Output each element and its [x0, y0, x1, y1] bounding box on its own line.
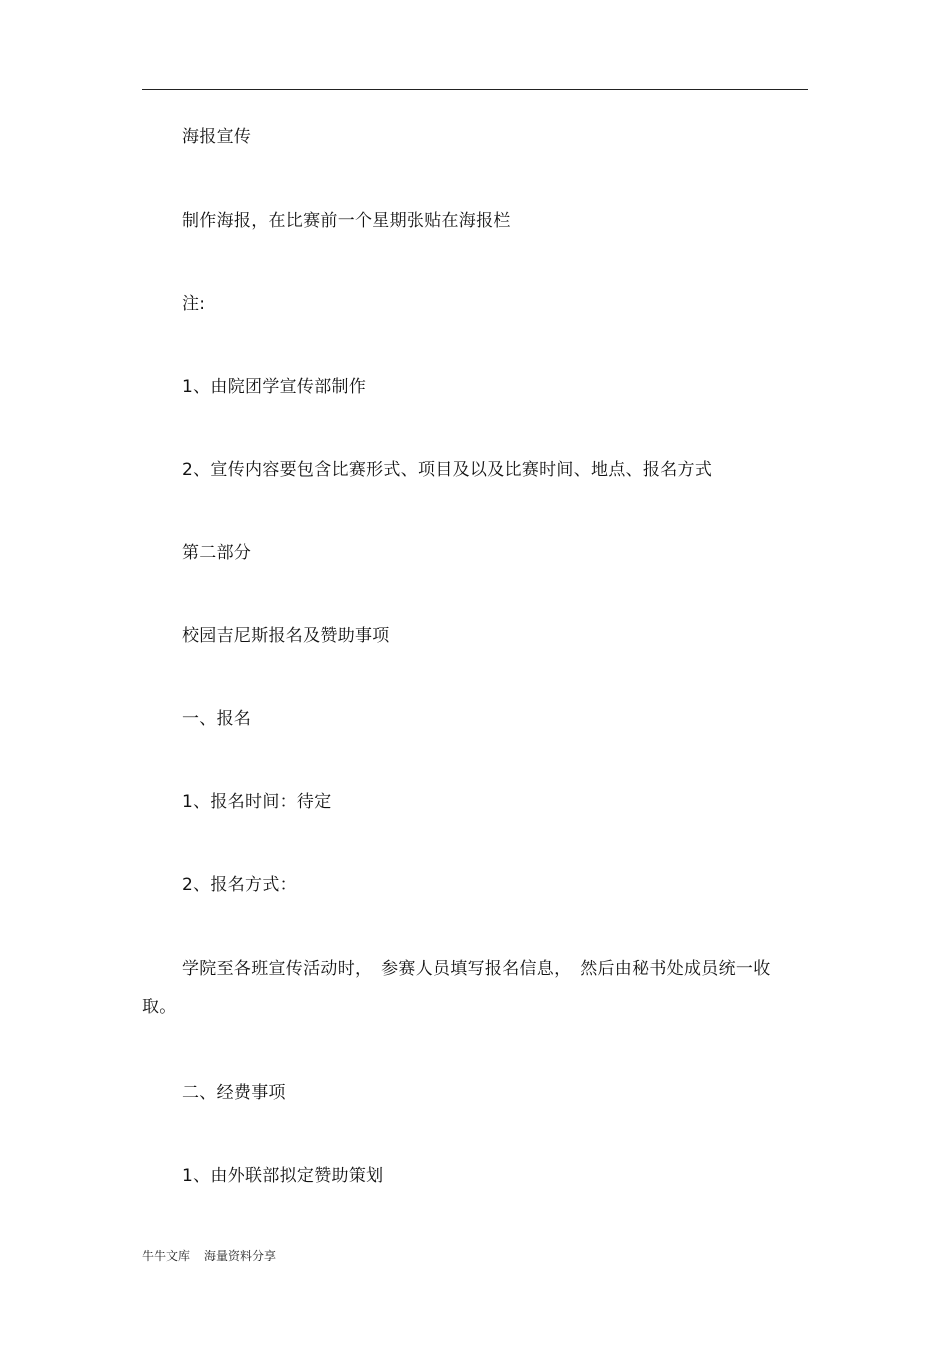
footer-site-name: 牛牛文库 [142, 1249, 191, 1263]
footer-slogan: 海量资料分享 [204, 1249, 277, 1263]
section-title: 校园吉尼斯报名及赞助事项 [182, 626, 390, 646]
text-line: 制作海报，在比赛前一个星期张贴在海报栏 [182, 211, 511, 231]
page-footer [142, 1248, 276, 1264]
section-heading: 第二部分 [182, 543, 252, 563]
list-item: 1、由外联部拟定赞助策划 [182, 1166, 384, 1186]
heading-poster-promotion: 海报宣传 [182, 127, 252, 147]
list-item: 2、宣传内容要包含比赛形式、项目及以及比赛时间、地点、报名方式 [182, 460, 713, 480]
list-item: 1、由院团学宣传部制作 [182, 377, 367, 397]
list-item: 2、报名方式： [182, 875, 297, 895]
note-label: 注: [182, 294, 206, 314]
subsection-heading: 一、报名 [182, 709, 252, 729]
header-rule [142, 89, 808, 90]
subsection-heading: 二、经费事项 [182, 1083, 286, 1103]
list-item: 1、报名时间：待定 [182, 792, 332, 812]
body-paragraph: 学院至各班宣传活动时， 参赛人员填写报名信息， 然后由秘书处成员统一收取。 [142, 959, 771, 1017]
